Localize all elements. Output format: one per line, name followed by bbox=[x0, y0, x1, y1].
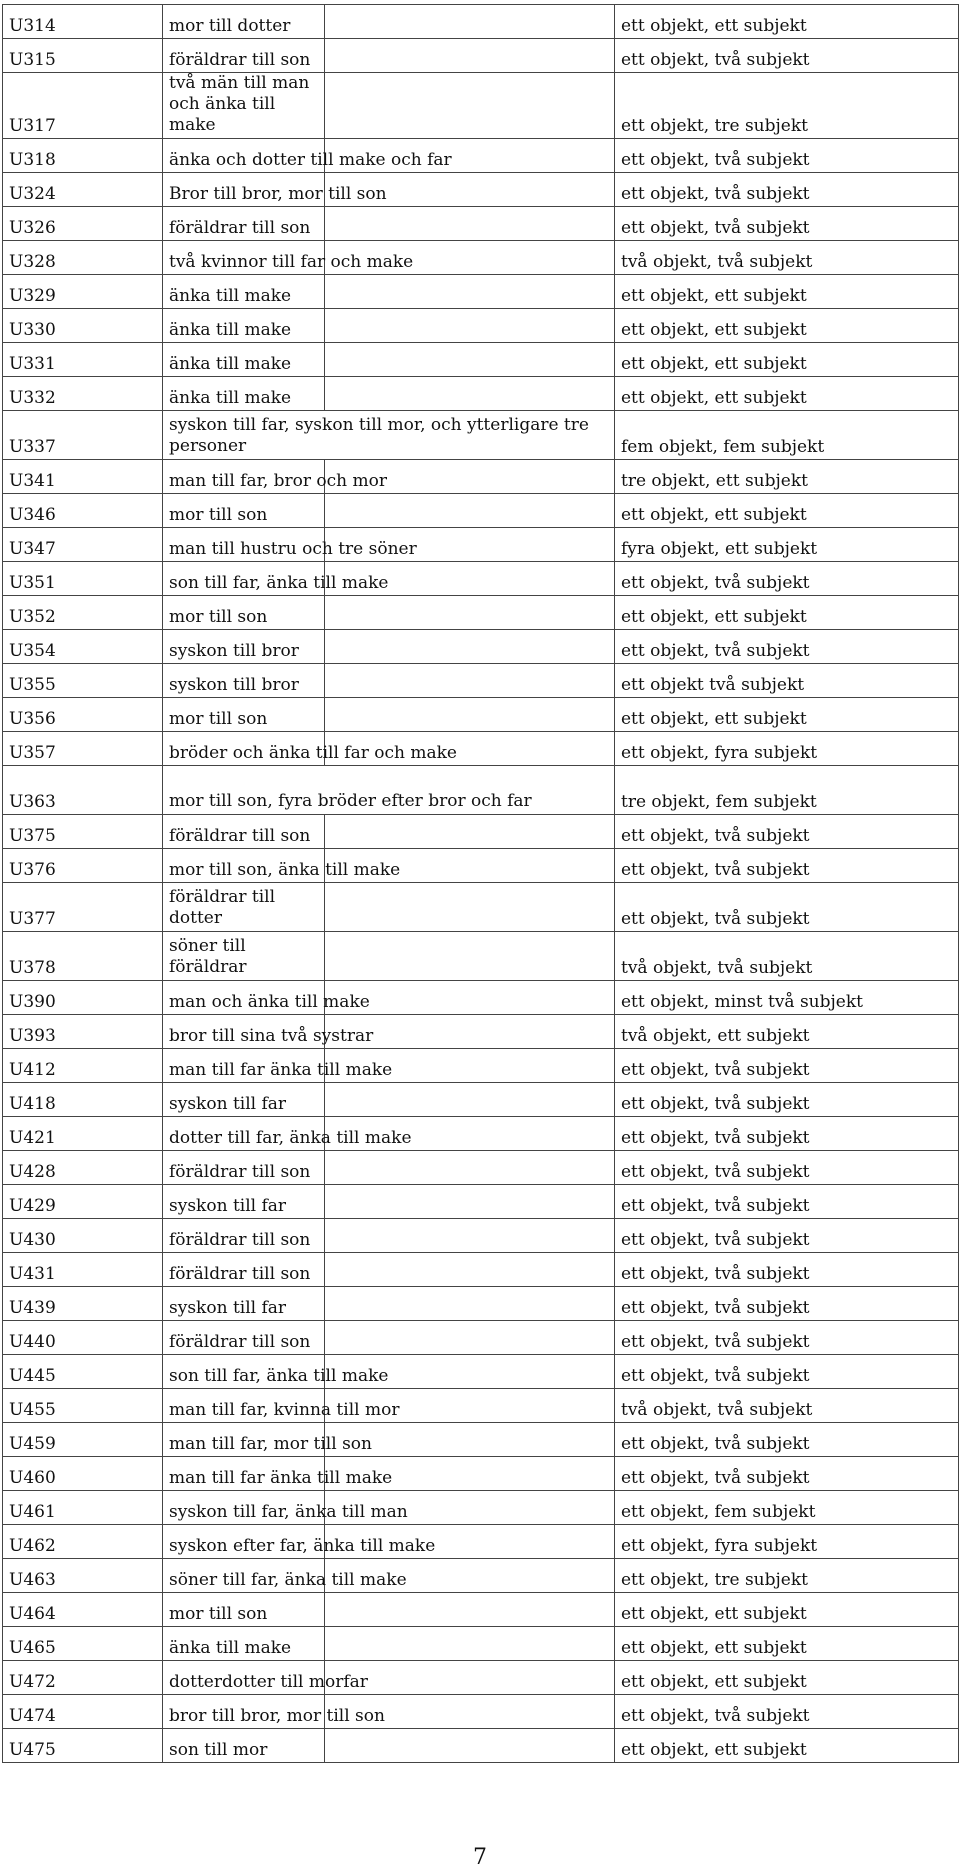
table-row bbox=[3, 1049, 959, 1083]
table-row bbox=[3, 1729, 959, 1763]
inscription-id: U463 bbox=[3, 1559, 163, 1593]
empty-cell bbox=[325, 309, 615, 343]
inscription-id: U377 bbox=[3, 883, 163, 932]
relation-description: man till hustru och tre söner bbox=[163, 528, 325, 562]
relation-description: man till far, kvinna till mor bbox=[163, 1389, 325, 1423]
table-row bbox=[3, 73, 959, 139]
inscription-id: U445 bbox=[3, 1355, 163, 1389]
relation-description: syskon till bror bbox=[163, 630, 325, 664]
inscription-id: U430 bbox=[3, 1219, 163, 1253]
table-row bbox=[3, 698, 959, 732]
inscription-id: U390 bbox=[3, 981, 163, 1015]
empty-cell bbox=[325, 494, 615, 528]
relation-description: mor till son bbox=[163, 494, 325, 528]
empty-cell bbox=[325, 1185, 615, 1219]
object-subject-count: ett objekt, ett subjekt bbox=[615, 494, 959, 528]
object-subject-count: fem objekt, fem subjekt bbox=[615, 411, 959, 460]
inscription-id: U465 bbox=[3, 1627, 163, 1661]
table-row bbox=[3, 596, 959, 630]
table-row bbox=[3, 1525, 959, 1559]
inscription-id: U347 bbox=[3, 528, 163, 562]
table-row bbox=[3, 1287, 959, 1321]
table-row bbox=[3, 1151, 959, 1185]
inscription-id: U328 bbox=[3, 241, 163, 275]
table-row bbox=[3, 139, 959, 173]
inscription-id: U332 bbox=[3, 377, 163, 411]
object-subject-count: ett objekt, två subjekt bbox=[615, 1049, 959, 1083]
empty-cell bbox=[325, 1321, 615, 1355]
object-subject-count: ett objekt, två subjekt bbox=[615, 1355, 959, 1389]
relation-description: änka till make bbox=[163, 309, 325, 343]
relation-description: man till far änka till make bbox=[163, 1049, 325, 1083]
object-subject-count: två objekt, två subjekt bbox=[615, 241, 959, 275]
relation-description: änka till make bbox=[163, 1627, 325, 1661]
empty-cell bbox=[325, 1083, 615, 1117]
relation-description: bröder och änka till far och make bbox=[163, 732, 325, 766]
table-body bbox=[3, 5, 959, 1763]
table-row bbox=[3, 173, 959, 207]
empty-cell bbox=[325, 630, 615, 664]
relation-description: föräldrar till son bbox=[163, 815, 325, 849]
relation-description: syskon till far bbox=[163, 1083, 325, 1117]
object-subject-count: fyra objekt, ett subjekt bbox=[615, 528, 959, 562]
empty-cell bbox=[325, 932, 615, 981]
relation-description: man till far änka till make bbox=[163, 1457, 325, 1491]
empty-cell bbox=[325, 1627, 615, 1661]
table-row bbox=[3, 562, 959, 596]
table-row bbox=[3, 1253, 959, 1287]
table-row bbox=[3, 1389, 959, 1423]
relation-description: mor till son bbox=[163, 596, 325, 630]
inscription-id: U428 bbox=[3, 1151, 163, 1185]
object-subject-count: ett objekt, ett subjekt bbox=[615, 1627, 959, 1661]
object-subject-count: ett objekt, två subjekt bbox=[615, 849, 959, 883]
inscription-id: U352 bbox=[3, 596, 163, 630]
inscription-id: U418 bbox=[3, 1083, 163, 1117]
inscription-id: U421 bbox=[3, 1117, 163, 1151]
relation-description: änka till make bbox=[163, 377, 325, 411]
relation-description: syskon efter far, änka till make bbox=[163, 1525, 325, 1559]
object-subject-count: två objekt, två subjekt bbox=[615, 932, 959, 981]
object-subject-count: ett objekt, två subjekt bbox=[615, 173, 959, 207]
inscription-id: U376 bbox=[3, 849, 163, 883]
inscription-id: U351 bbox=[3, 562, 163, 596]
relation-description: dotterdotter till morfar bbox=[163, 1661, 325, 1695]
relation-description: föräldrar till son bbox=[163, 207, 325, 241]
object-subject-count: ett objekt, två subjekt bbox=[615, 1423, 959, 1457]
inscription-id: U354 bbox=[3, 630, 163, 664]
object-subject-count: ett objekt, ett subjekt bbox=[615, 596, 959, 630]
inscription-id: U440 bbox=[3, 1321, 163, 1355]
table-row bbox=[3, 981, 959, 1015]
empty-cell bbox=[325, 1593, 615, 1627]
table-row bbox=[3, 1491, 959, 1525]
inscription-id: U355 bbox=[3, 664, 163, 698]
relation-description: syskon till bror bbox=[163, 664, 325, 698]
table-row bbox=[3, 241, 959, 275]
relation-description: mor till dotter bbox=[163, 5, 325, 39]
relation-description: Bror till bror, mor till son bbox=[163, 173, 325, 207]
empty-cell bbox=[325, 815, 615, 849]
empty-cell bbox=[325, 698, 615, 732]
inscription-id: U363 bbox=[3, 766, 163, 815]
relation-description: två män till man och änka till make bbox=[163, 73, 325, 139]
table-row bbox=[3, 815, 959, 849]
relation-description: mor till son, fyra bröder efter bror och far bbox=[163, 766, 615, 815]
empty-cell bbox=[325, 1729, 615, 1763]
relation-description: syskon till far, änka till man bbox=[163, 1491, 325, 1525]
inscription-id: U314 bbox=[3, 5, 163, 39]
inscription-id: U324 bbox=[3, 173, 163, 207]
relation-description: änka till make bbox=[163, 275, 325, 309]
table-row bbox=[3, 1219, 959, 1253]
inscription-id: U464 bbox=[3, 1593, 163, 1627]
relation-description: son till far, änka till make bbox=[163, 1355, 325, 1389]
relation-description: änka till make bbox=[163, 343, 325, 377]
table-row bbox=[3, 1423, 959, 1457]
relation-description: söner till föräldrar bbox=[163, 932, 325, 981]
relation-description: syskon till far bbox=[163, 1287, 325, 1321]
empty-cell bbox=[325, 73, 615, 139]
relation-description: söner till far, änka till make bbox=[163, 1559, 325, 1593]
inscription-id: U375 bbox=[3, 815, 163, 849]
table-row bbox=[3, 309, 959, 343]
object-subject-count: ett objekt, fem subjekt bbox=[615, 1491, 959, 1525]
inscription-id: U329 bbox=[3, 275, 163, 309]
table-row bbox=[3, 5, 959, 39]
table-row bbox=[3, 1117, 959, 1151]
table-row bbox=[3, 1083, 959, 1117]
object-subject-count: ett objekt, två subjekt bbox=[615, 883, 959, 932]
object-subject-count: ett objekt, två subjekt bbox=[615, 207, 959, 241]
inscription-id: U341 bbox=[3, 460, 163, 494]
object-subject-count: ett objekt, ett subjekt bbox=[615, 1593, 959, 1627]
object-subject-count: ett objekt, ett subjekt bbox=[615, 377, 959, 411]
object-subject-count: ett objekt, tre subjekt bbox=[615, 1559, 959, 1593]
relation-description: man till far, bror och mor bbox=[163, 460, 325, 494]
empty-cell bbox=[325, 664, 615, 698]
relation-description: syskon till far bbox=[163, 1185, 325, 1219]
inscription-id: U431 bbox=[3, 1253, 163, 1287]
object-subject-count: ett objekt, två subjekt bbox=[615, 1253, 959, 1287]
object-subject-count: ett objekt, två subjekt bbox=[615, 1083, 959, 1117]
empty-cell bbox=[325, 275, 615, 309]
inscription-id: U317 bbox=[3, 73, 163, 139]
inscription-id: U315 bbox=[3, 39, 163, 73]
runestone-table bbox=[2, 4, 959, 1763]
relation-description: änka och dotter till make och far bbox=[163, 139, 325, 173]
empty-cell bbox=[325, 39, 615, 73]
table-row bbox=[3, 1695, 959, 1729]
table-row bbox=[3, 766, 959, 815]
object-subject-count: ett objekt, två subjekt bbox=[615, 1321, 959, 1355]
page-number: 7 bbox=[473, 1845, 487, 1870]
table-row bbox=[3, 494, 959, 528]
table-row bbox=[3, 207, 959, 241]
relation-description: mor till son, änka till make bbox=[163, 849, 325, 883]
empty-cell bbox=[325, 5, 615, 39]
object-subject-count: ett objekt, två subjekt bbox=[615, 1287, 959, 1321]
relation-description: föräldrar till son bbox=[163, 1151, 325, 1185]
relation-description: man och änka till make bbox=[163, 981, 325, 1015]
inscription-id: U357 bbox=[3, 732, 163, 766]
inscription-id: U346 bbox=[3, 494, 163, 528]
empty-cell bbox=[325, 883, 615, 932]
table-row bbox=[3, 275, 959, 309]
inscription-id: U326 bbox=[3, 207, 163, 241]
relation-description: man till far, mor till son bbox=[163, 1423, 325, 1457]
object-subject-count: ett objekt, två subjekt bbox=[615, 139, 959, 173]
inscription-id: U461 bbox=[3, 1491, 163, 1525]
object-subject-count: ett objekt, fyra subjekt bbox=[615, 732, 959, 766]
empty-cell bbox=[325, 1151, 615, 1185]
table-row bbox=[3, 1185, 959, 1219]
inscription-id: U462 bbox=[3, 1525, 163, 1559]
inscription-id: U460 bbox=[3, 1457, 163, 1491]
object-subject-count: ett objekt, ett subjekt bbox=[615, 1661, 959, 1695]
relation-description: mor till son bbox=[163, 1593, 325, 1627]
relation-description: föräldrar till son bbox=[163, 1321, 325, 1355]
inscription-id: U330 bbox=[3, 309, 163, 343]
object-subject-count: ett objekt, två subjekt bbox=[615, 39, 959, 73]
table-row bbox=[3, 849, 959, 883]
relation-description: föräldrar till son bbox=[163, 1219, 325, 1253]
inscription-id: U459 bbox=[3, 1423, 163, 1457]
object-subject-count: ett objekt, ett subjekt bbox=[615, 1729, 959, 1763]
inscription-id: U474 bbox=[3, 1695, 163, 1729]
object-subject-count: ett objekt, två subjekt bbox=[615, 1457, 959, 1491]
object-subject-count: ett objekt, två subjekt bbox=[615, 1151, 959, 1185]
table-row bbox=[3, 1355, 959, 1389]
table-row bbox=[3, 932, 959, 981]
object-subject-count: ett objekt, ett subjekt bbox=[615, 343, 959, 377]
relation-description: två kvinnor till far och make bbox=[163, 241, 325, 275]
table-row bbox=[3, 1321, 959, 1355]
object-subject-count: två objekt, ett subjekt bbox=[615, 1015, 959, 1049]
empty-cell bbox=[325, 377, 615, 411]
relation-description: föräldrar till dotter bbox=[163, 883, 325, 932]
inscription-id: U439 bbox=[3, 1287, 163, 1321]
inscription-id: U472 bbox=[3, 1661, 163, 1695]
table-row bbox=[3, 630, 959, 664]
object-subject-count: ett objekt, två subjekt bbox=[615, 1695, 959, 1729]
empty-cell bbox=[325, 596, 615, 630]
object-subject-count: ett objekt, två subjekt bbox=[615, 1185, 959, 1219]
table-row bbox=[3, 39, 959, 73]
relation-description: son till mor bbox=[163, 1729, 325, 1763]
empty-cell bbox=[325, 1661, 615, 1695]
empty-cell bbox=[325, 1253, 615, 1287]
object-subject-count: ett objekt, ett subjekt bbox=[615, 5, 959, 39]
inscription-id: U356 bbox=[3, 698, 163, 732]
object-subject-count: ett objekt, ett subjekt bbox=[615, 309, 959, 343]
inscription-id: U455 bbox=[3, 1389, 163, 1423]
object-subject-count: ett objekt, ett subjekt bbox=[615, 698, 959, 732]
object-subject-count: ett objekt, två subjekt bbox=[615, 1117, 959, 1151]
table-row bbox=[3, 1661, 959, 1695]
table-row bbox=[3, 460, 959, 494]
table-row bbox=[3, 732, 959, 766]
table-row bbox=[3, 1559, 959, 1593]
table-row bbox=[3, 1593, 959, 1627]
table-row bbox=[3, 528, 959, 562]
object-subject-count: ett objekt två subjekt bbox=[615, 664, 959, 698]
relation-description: bror till sina två systrar bbox=[163, 1015, 325, 1049]
empty-cell bbox=[325, 343, 615, 377]
table-row bbox=[3, 1015, 959, 1049]
empty-cell bbox=[325, 207, 615, 241]
table-row bbox=[3, 1457, 959, 1491]
relation-description: son till far, änka till make bbox=[163, 562, 325, 596]
relation-description: bror till bror, mor till son bbox=[163, 1695, 325, 1729]
inscription-id: U318 bbox=[3, 139, 163, 173]
object-subject-count: ett objekt, två subjekt bbox=[615, 630, 959, 664]
empty-cell bbox=[325, 1219, 615, 1253]
table-row bbox=[3, 377, 959, 411]
inscription-id: U429 bbox=[3, 1185, 163, 1219]
object-subject-count: två objekt, två subjekt bbox=[615, 1389, 959, 1423]
relation-description: föräldrar till son bbox=[163, 39, 325, 73]
inscription-id: U412 bbox=[3, 1049, 163, 1083]
inscription-id: U393 bbox=[3, 1015, 163, 1049]
object-subject-count: tre objekt, ett subjekt bbox=[615, 460, 959, 494]
table-row bbox=[3, 343, 959, 377]
inscription-id: U337 bbox=[3, 411, 163, 460]
relation-description: föräldrar till son bbox=[163, 1253, 325, 1287]
object-subject-count: ett objekt, två subjekt bbox=[615, 815, 959, 849]
relation-description: mor till son bbox=[163, 698, 325, 732]
inscription-id: U475 bbox=[3, 1729, 163, 1763]
object-subject-count: ett objekt, två subjekt bbox=[615, 1219, 959, 1253]
empty-cell bbox=[325, 1287, 615, 1321]
table-row bbox=[3, 883, 959, 932]
inscription-id: U378 bbox=[3, 932, 163, 981]
table-row bbox=[3, 411, 959, 460]
inscription-id: U331 bbox=[3, 343, 163, 377]
table-row bbox=[3, 1627, 959, 1661]
object-subject-count: ett objekt, minst två subjekt bbox=[615, 981, 959, 1015]
object-subject-count: ett objekt, tre subjekt bbox=[615, 73, 959, 139]
object-subject-count: tre objekt, fem subjekt bbox=[615, 766, 959, 815]
object-subject-count: ett objekt, två subjekt bbox=[615, 562, 959, 596]
object-subject-count: ett objekt, ett subjekt bbox=[615, 275, 959, 309]
table-row bbox=[3, 664, 959, 698]
relation-description: dotter till far, änka till make bbox=[163, 1117, 325, 1151]
object-subject-count: ett objekt, fyra subjekt bbox=[615, 1525, 959, 1559]
relation-description: syskon till far, syskon till mor, och ytterligare tre personer bbox=[163, 411, 615, 460]
